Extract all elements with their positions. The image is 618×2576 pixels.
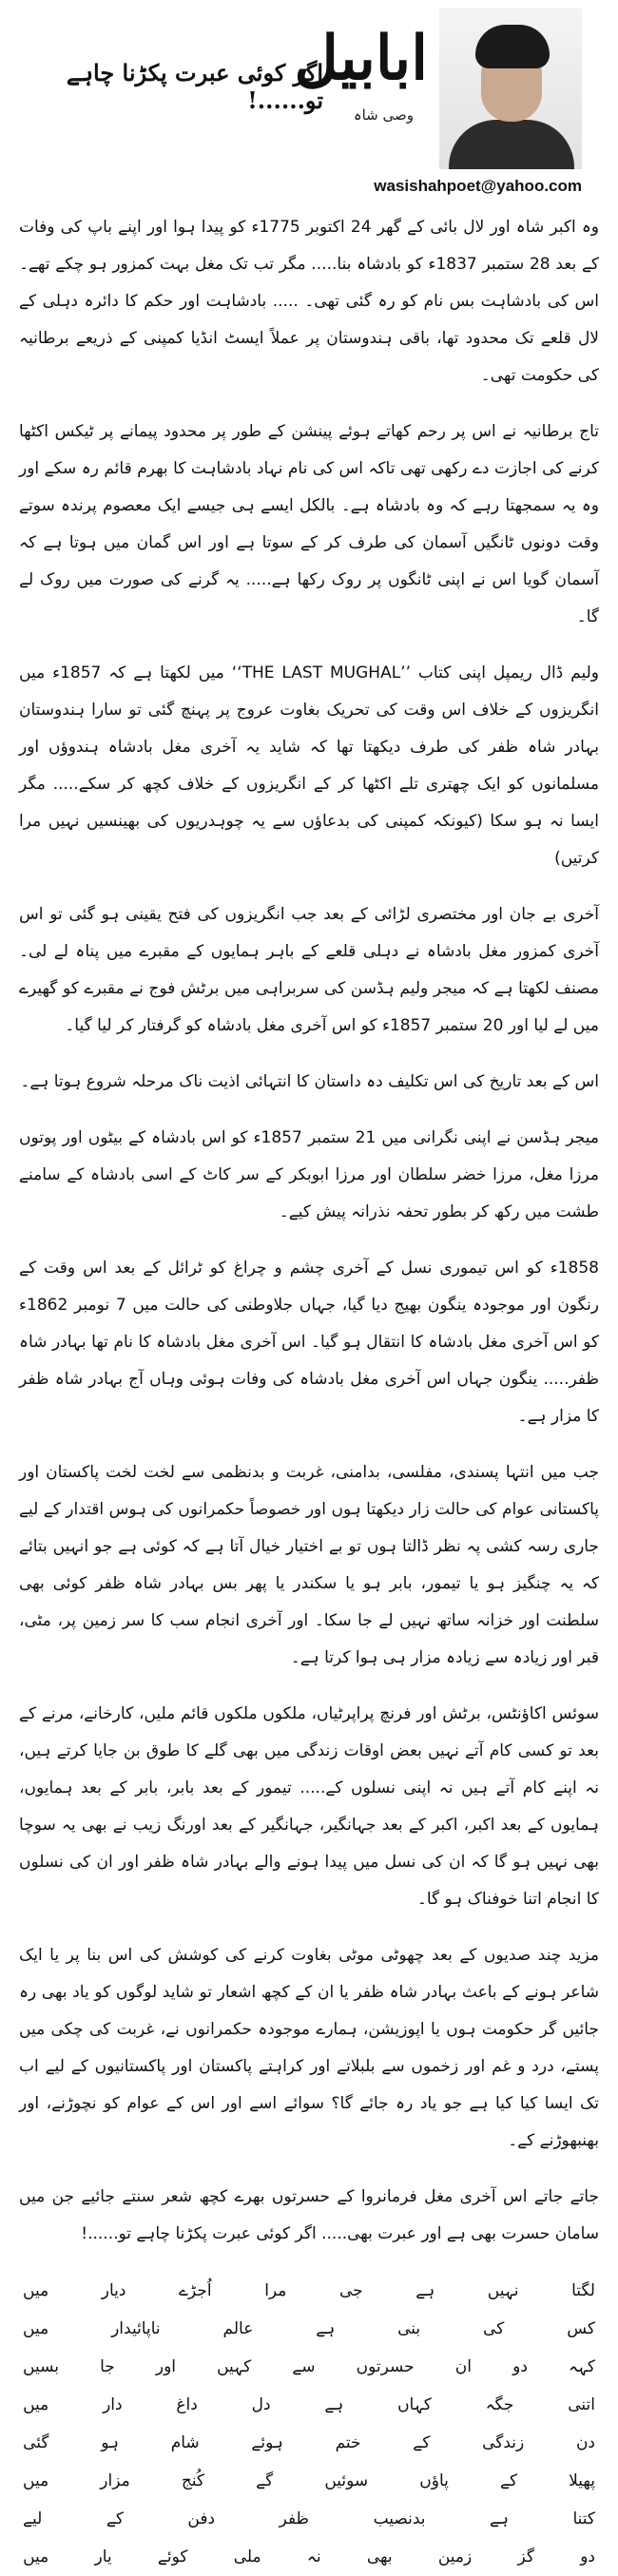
article-paragraph: آخری بے جان اور مختصری لڑائی کے بعد جب انگریزوں کی فتح یقینی ہو گئی تو اس آخری کمزور مغل بادشاہ نے دہلی قلعے کے باہر ہمایوں کے مقبرے میں پناہ لے لی۔ مصنف لکھتا ہے کہ میجر ولیم ہڈسن کی سربراہی میں برٹش فوج نے مقبرے کو گھیرے میں لے لیا اور 20 ستمبر 1857ء کو اس آخری مغل بادشاہ کو گرفتار کر لیا گیا۔	[19, 905, 599, 1035]
poem-word: سوئیں	[324, 2471, 369, 2490]
poem-verse	[19, 2500, 599, 2538]
poem-word: میں	[23, 2395, 49, 2414]
poem-word: ظفر	[279, 2509, 310, 2528]
author-name: وصی شاہ	[353, 106, 414, 124]
poem-word: ہے	[324, 2395, 344, 2414]
poem-word: شام	[170, 2433, 200, 2452]
article-paragraph: جب میں انتہا پسندی، مفلسی، بدامنی، غربت و بدنظمی سے لخت لخت پاکستان اور پاکستانی عوام کی حالت زار دیکھتا ہوں اور خصوصاً حکمرانوں کی ہوس اقتدار کے لیے جاری رسہ کشی پہ نظر ڈالتا ہوں تو بے اختیار خیال آتا ہے کہ کوئی ہے جو انہیں بتائے کہ یہ چنگیز ہو یا تیمور، بابر ہو یا سکندر یا پھر بس بہادر شاہ ظفر کوئی بھی سلطنت اور خزانہ ساتھ نہیں لے جا سکا۔ اور آخری انجام سب کا سر زمین پر، مٹی، قبر اور زیادہ سے زیادہ مزار ہی ہوا کرتا ہے۔	[19, 1463, 599, 1667]
poem-verse	[19, 2462, 599, 2500]
poem-word: عالم	[222, 2319, 254, 2338]
poem-word: دن	[575, 2433, 595, 2452]
poem-word: کی	[483, 2319, 505, 2338]
poem-word: مرا	[264, 2281, 287, 2300]
poem-word: لگتا	[571, 2281, 595, 2300]
poem-word: دار	[103, 2395, 123, 2414]
column-brand: ابابیل	[294, 23, 428, 94]
column-title: اگر کوئی عبرت پکڑنا چاہے تو......!	[66, 59, 323, 114]
poem-word: زمین	[437, 2547, 473, 2566]
poem-word: ہے	[490, 2509, 509, 2528]
poem-word: گے	[256, 2471, 274, 2490]
author-email: wasishahpoet@yahoo.com	[374, 177, 582, 195]
poem-word: دل	[251, 2395, 271, 2414]
author-photo-shirt	[449, 120, 574, 169]
poem-word: زندگی	[482, 2433, 525, 2452]
poem-word: بھی	[366, 2547, 393, 2566]
poem-word: دیار	[101, 2281, 126, 2300]
poem-word: کوئے	[157, 2547, 188, 2566]
poem-word: جی	[339, 2281, 363, 2300]
poem-word: گئی	[23, 2433, 49, 2452]
poem-verse	[19, 2272, 599, 2310]
column-header	[19, 0, 599, 209]
poem-word: بدنصیب	[373, 2509, 426, 2528]
author-photo-hair	[475, 25, 550, 68]
poem-verse	[19, 2348, 599, 2386]
poem-word: میں	[23, 2319, 49, 2338]
poem-word: کہہ	[568, 2357, 595, 2376]
article-paragraph: وہ اکبر شاہ اور لال بائی کے گھر 24 اکتوبر 1775ء کو پیدا ہوا اور اپنے باپ کی وفات کے بعد 28 ستمبر 1837ء کو بادشاہ بنا..... مگر تب تک مغل بہت کمزور ہو چکے تھے۔ اس کی بادشاہت بس نام کو رہ گئی تھی۔ ..... بادشاہت اور حکم کا دائرہ دہلی کے لال قلعے تک محدود تھا، باقی ہندوستان پر عملاً ایسٹ انڈیا کمپنی کے ذریعے برطانیہ کی حکومت تھی۔	[19, 218, 599, 385]
article-paragraph: 1858ء کو اس تیموری نسل کے آخری چشم و چراغ کو ٹرائل کے بعد اس وقت کے رنگون اور موجودہ ینگون بھیج دیا گیا، جہاں جلاوطنی کی حالت میں 7 نومبر 1862ء کو اس آخری مغل بادشاہ کا انتقال ہو گیا۔ اس آخری مغل بادشاہ کا نام تھا بہادر شاہ ظفر..... ینگون جہاں اس آخری مغل بادشاہ کی وفات ہوئی وہاں آج بہادر شاہ ظفر کا مزار ہے۔	[19, 1259, 600, 1426]
poem-word: میں	[23, 2281, 49, 2300]
poem-word: کے	[499, 2471, 518, 2490]
poem-word: ہے	[415, 2281, 435, 2300]
poem-word: ختم	[335, 2433, 361, 2452]
poem-word: ملی	[233, 2547, 261, 2566]
poem-word: کہاں	[397, 2395, 432, 2414]
poem-verse	[19, 2538, 599, 2576]
article-paragraph: اس کے بعد تاریخ کی اس تکلیف دہ داستان کا انتہائی اذیت ناک مرحلہ شروع ہوتا ہے۔	[20, 1072, 599, 1091]
poem-word: میں	[23, 2547, 49, 2566]
poem-word: اُجڑے	[179, 2281, 212, 2300]
article-paragraph: سوئس اکاؤنٹس، برٹش اور فرنچ پراپرٹیاں، ملکوں ملکوں قائم ملیں، کارخانے، مرنے کے بعد تو کسی کام آتے نہیں بعض اوقات زندگی میں بھی گلے کا طوق بن جایا کرتے ہیں، نہ اپنے کام آتے ہیں نہ اپنی نسلوں کے..... تیمور کے بعد بابر، بابر کے بعد ہمایوں، ہمایوں کے بعد اکبر، اکبر کے بعد جہانگیر، جہانگیر کے بعد اورنگ زیب نے بھی یہ سوچا بھی نہیں ہو گا کہ ان کی نسل میں پیدا ہونے والے بہادر شاہ ظفر اور ان کی نسلوں کا انجام اتنا خوفناک ہو گا۔	[19, 1704, 599, 1909]
poem-word: ناپائیدار	[111, 2319, 161, 2338]
poem-word: اور	[155, 2357, 177, 2376]
poem-word: کے	[106, 2509, 124, 2528]
poem-word: میں	[23, 2471, 49, 2490]
author-photo	[439, 8, 582, 169]
poem-word: پھیلا	[569, 2471, 595, 2490]
poem-word: ہوئے	[251, 2433, 283, 2452]
poem-word: دفن	[187, 2509, 216, 2528]
poem	[19, 2272, 599, 2576]
poem-word: مزار	[100, 2471, 130, 2490]
article-paragraph: جاتے جاتے اس آخری مغل فرمانروا کے حسرتوں بھرے کچھ شعر سنتے جائیے جن میں سامان حسرت بھی ہے اور عبرت بھی..... اگر کوئی عبرت پکڑنا چاہے تو......!	[19, 2187, 599, 2243]
poem-word: جگہ	[485, 2395, 514, 2414]
poem-word: دو	[512, 2357, 528, 2376]
poem-word: کُنج	[181, 2471, 205, 2490]
article-paragraph: ولیم ڈال ریمپل اپنی کتاب ’’THE LAST MUGHAL‘‘ میں لکھتا ہے کہ 1857ء میں انگریزوں کے خلاف اس وقت کی تحریک بغاوت عروج پر پہنچ گئی تو سارا ہندوستان بہادر شاہ ظفر کی طرف دیکھتا تھا کہ شاید یہ آخری مغل بادشاہ ہندوؤں اور مسلمانوں کو ایک چھتری تلے اکٹھا کر کے انگریزوں کے خلاف کچھ کر سکے..... مگر ایسا نہ ہو سکا (کیونکہ کمپنی کی بدعاؤں سے یہ چوہدریوں کی بھینسیں نہیں مرا کرتیں)	[19, 663, 599, 868]
poem-word: کہیں	[217, 2357, 252, 2376]
poem-word: ہے	[316, 2319, 336, 2338]
poem-word: نہ	[306, 2547, 321, 2566]
poem-verse	[19, 2424, 599, 2462]
poem-word: سے	[292, 2357, 316, 2376]
poem-word: گز	[517, 2547, 534, 2566]
poem-verse	[19, 2386, 599, 2424]
poem-word: نہیں	[487, 2281, 519, 2300]
poem-word: یار	[94, 2547, 112, 2566]
poem-word: جا	[100, 2357, 115, 2376]
poem-word: لیے	[23, 2509, 43, 2528]
poem-word: دو	[580, 2547, 595, 2566]
article-paragraph: میجر ہڈسن نے اپنی نگرانی میں 21 ستمبر 1857ء کو اس بادشاہ کے بیٹوں اور پوتوں مرزا مغل، مرزا خضر سلطان اور مرزا ابوبکر کے سر کاٹ کے اسی بادشاہ کے سامنے طشت میں رکھ کر بطور تحفہ نذرانہ پیش کیے۔	[19, 1128, 599, 1221]
poem-verse	[19, 2310, 599, 2348]
poem-word: بسیں	[23, 2357, 59, 2376]
poem-word: حسرتوں	[356, 2357, 415, 2376]
poem-word: ان	[454, 2357, 473, 2376]
poem-word: کتنا	[572, 2509, 595, 2528]
poem-word: کس	[567, 2319, 595, 2338]
article-body	[19, 209, 599, 2253]
poem-word: اتنی	[568, 2395, 595, 2414]
article-paragraph: مزید چند صدیوں کے بعد چھوٹی موٹی بغاوت کرنے کی کوشش کی اس بنا پر یا ایک شاعر ہونے کے باعث بہادر شاہ ظفر یا ان کے کچھ اشعار تو شاید لوگوں کو یاد بھی رہ جائیں گر حکومت ہوں یا اپوزیشن، ہمارے موجودہ حکمرانوں نے، غربت کی چکی میں پستے، درد و غم اور زخموں سے بلبلاتے اور کراہتے پاکستان اور پاکستانیوں کے لیے اب تک ایسا کیا کیا ہے جو یاد رہ جائے گا؟ سوائے اسے اور اس کے عوام کو نچوڑنے، اور بھنبھوڑنے کے۔	[19, 1946, 599, 2150]
poem-word: داغ	[176, 2395, 198, 2414]
poem-word: بنی	[397, 2319, 421, 2338]
article-paragraph: تاج برطانیہ نے اس پر رحم کھاتے ہوئے پینشن کے طور پر محدود پیمانے پر ٹیکس اکٹھا کرنے کی اجازت دے رکھی تھی تاکہ اس کی نام نہاد بادشاہت کا بھرم قائم رہ سکے اور وہ یہ سمجھتا رہے کہ وہ بادشاہ ہے۔ بالکل ایسے ہی جیسے ایک معصوم پرندہ سوتے وقت دونوں ٹانگیں آسمان کی طرف کر کے سوتا ہے اور اس گمان میں ہوتا ہے کہ آسمان گویا اس نے اپنی ٹانگوں پر روک رکھا ہے..... یہ گرنے کی صورت میں روک لے گا۔	[19, 422, 599, 626]
poem-word: کے	[413, 2433, 431, 2452]
poem-word: پاؤں	[419, 2471, 449, 2490]
poem-word: ہو	[101, 2433, 119, 2452]
